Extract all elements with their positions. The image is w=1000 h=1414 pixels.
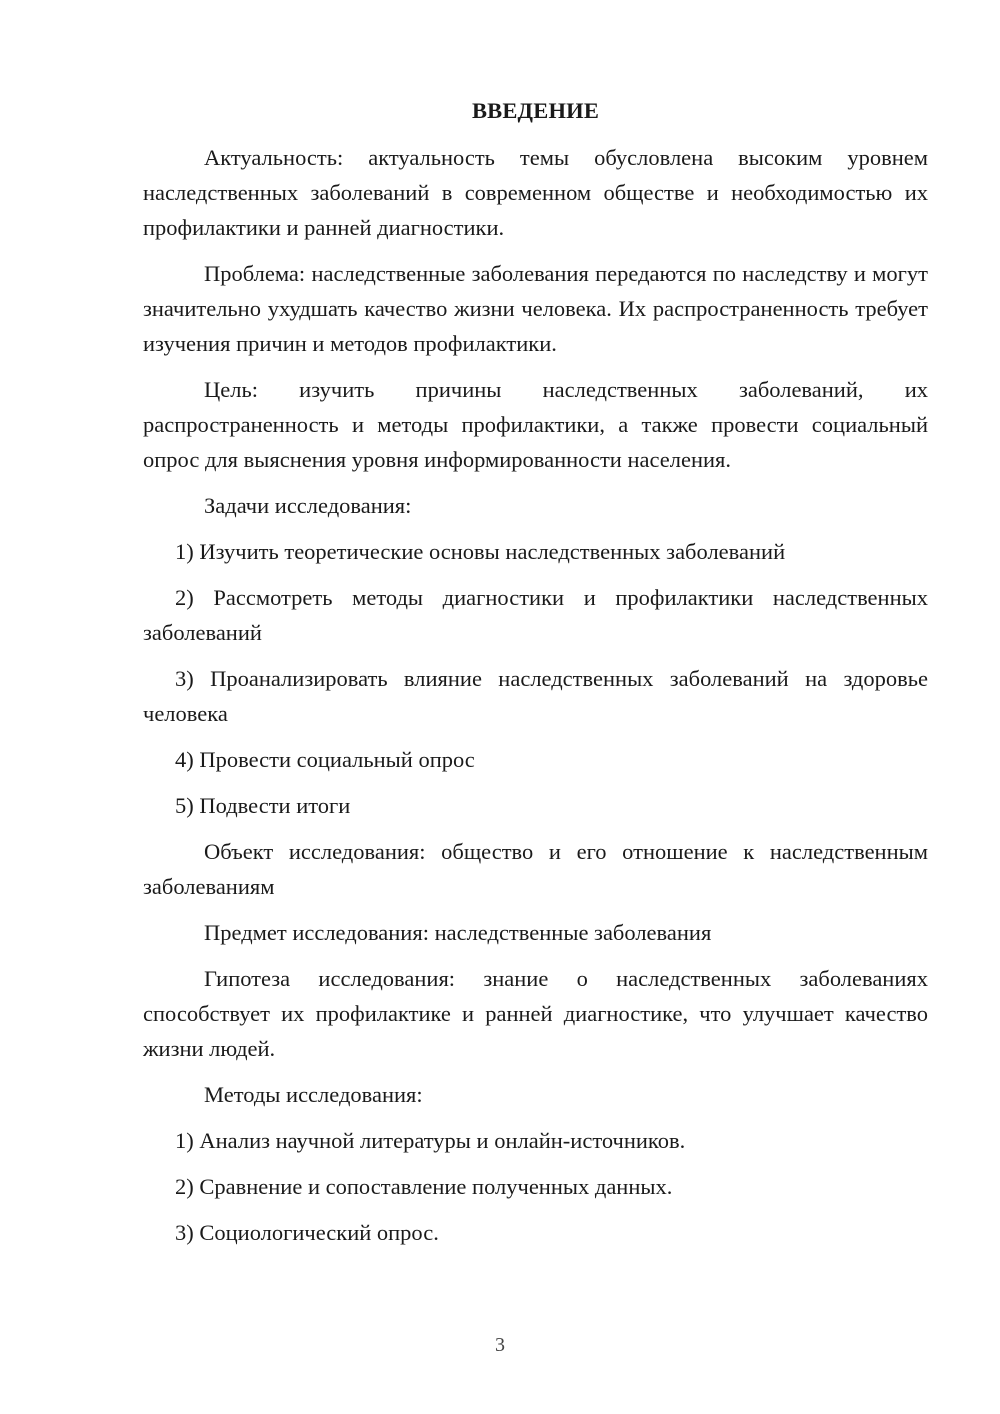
- page-number: 3: [495, 1334, 505, 1356]
- method-item-3: 3) Социологический опрос.: [175, 1220, 439, 1245]
- methods-list: [143, 1123, 928, 1250]
- hypothesis-paragraph: Гипотеза исследования: знание о наследственных заболеваниях способствует их профилактике и ранней диагностике, что улучшает качество жизни людей.: [143, 966, 928, 1061]
- task-item-5: 5) Подвести итоги: [175, 793, 351, 818]
- method-item-2: 2) Сравнение и сопоставление полученных данных.: [175, 1174, 673, 1199]
- task-item-2: 2) Рассмотреть методы диагностики и профилактики наследственных заболеваний: [143, 585, 928, 645]
- relevance-paragraph: Актуальность: актуальность темы обусловлена высоким уровнем наследственных заболеваний в современном обществе и необходимостью их профилактики и ранней диагностики.: [143, 145, 928, 240]
- section-title: ВВЕДЕНИЕ: [471, 98, 600, 123]
- task-item-3: 3) Проанализировать влияние наследственных заболеваний на здоровье человека: [143, 666, 928, 726]
- subject-paragraph: Предмет исследования: наследственные заболевания: [204, 920, 712, 945]
- methods-heading: Методы исследования:: [204, 1082, 423, 1107]
- task-item-1: 1) Изучить теоретические основы наследственных заболеваний: [175, 539, 786, 564]
- method-item-1: 1) Анализ научной литературы и онлайн-источников.: [175, 1128, 686, 1153]
- object-paragraph: Объект исследования: общество и его отношение к наследственным заболеваниям: [143, 839, 928, 899]
- tasks-list: [143, 534, 928, 823]
- document-page: [143, 96, 928, 1261]
- tasks-heading: Задачи исследования:: [204, 493, 412, 518]
- task-item-4: 4) Провести социальный опрос: [175, 747, 475, 772]
- goal-paragraph: Цель: изучить причины наследственных заболеваний, их распространенность и методы профилактики, а также провести социальный опрос для выяснения уровня информированности населения.: [143, 377, 928, 472]
- problem-paragraph: Проблема: наследственные заболевания передаются по наследству и могут значительно ухудшать качество жизни человека. Их распространенность требует изучения причин и методов профилактики.: [143, 261, 928, 356]
